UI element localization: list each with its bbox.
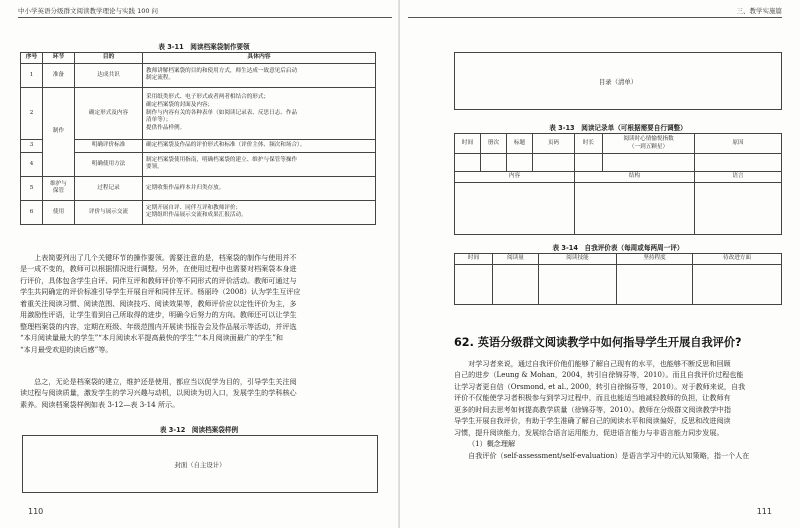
table-3-13 — [454, 133, 782, 235]
header-cell: 阅读量 — [493, 254, 539, 265]
table-row — [21, 87, 376, 139]
contents-label: 目录（清单） — [598, 78, 638, 86]
text-line: 着重关注阅读习惯、阅读范围、阅读技巧、阅读效果等，教师评价应以定性评价为主，多 — [20, 298, 297, 308]
content-line: 定期收集作品样本并归类存放。 — [146, 184, 225, 191]
table-header-row — [21, 53, 376, 64]
contents-list-box — [454, 52, 782, 110]
row-number: 4 — [21, 152, 43, 176]
table-subheader-row — [455, 172, 782, 183]
row-content — [143, 200, 376, 224]
mood-index-sub: （一到五颗星） — [628, 143, 669, 150]
text-line: 素养。阅读档案袋样例如表 3-12—表 3-14 所示。 — [20, 399, 180, 409]
content-line: 确定档案袋及作品的评价形式和标准（评价主体、频次和场合）。 — [146, 142, 306, 149]
text-line: 让学习者更自信（Orsmond, et al., 2000，转引自徐锦芬等，2010）。对于教师来说，自我 — [454, 381, 746, 391]
text-line: 导学生开展自我评价，有助于学生准确了解自己的阅读水平和阅读偏好，反思和改进阅读 — [454, 416, 731, 426]
text-line: 整理档案袋的内容，定期在班级、年级范围内开展读书报告会及作品展示等活动，并评选 — [20, 321, 297, 331]
header-cell: 阅读技能 — [539, 254, 617, 265]
table-3-14 — [454, 253, 782, 305]
content-line: 确定档案袋的封面及内容； — [146, 101, 214, 108]
table-row — [21, 200, 376, 224]
text-line: 自己的进步（Leung & Mohan，2004，转引自徐锦芬等，2010）。而且自我评价过程也能 — [454, 370, 744, 380]
header-cell: 环节 — [43, 53, 75, 64]
text-line: 更多的时间去思考如何提高教学质量（徐锦芬等，2010）。教师在分级群文阅读教学中指 — [454, 404, 731, 414]
header-cell: 时间 — [455, 134, 481, 154]
cover-design-box — [22, 435, 378, 493]
header-cell: 目的 — [75, 53, 143, 64]
text-line: 习惯，提升阅读能力，发展综合语言运用能力，促进语言能力与非语言能力同步发展。 — [454, 427, 724, 437]
text-line: 学生共同确定的评价标准引导学生开展自评和同伴互评。杨丽玲（2008）认为学生互评应 — [20, 287, 301, 297]
row-number: 3 — [21, 139, 43, 152]
row-purpose: 明确使用方法 — [75, 152, 143, 176]
row-number: 2 — [21, 87, 43, 139]
content-line: 教师讲解档案袋的目的和使用方式，师生达成一致意见后启动 — [146, 67, 298, 74]
row-purpose: 明确评价标准 — [75, 139, 143, 152]
section-body — [454, 358, 784, 461]
header-rule — [18, 17, 392, 18]
content-line: 提供作品样例。 — [146, 124, 186, 131]
right-page — [400, 0, 800, 528]
text-line: 用激励性评语，让学生看到自己所取得的进步，明确今后努力的方向。教师还可以让学生 — [20, 310, 297, 320]
text-line: “本月阅读量最大的学生”“本月阅读水平提高最快的学生”“本月阅读面最广的学生”和 — [20, 333, 283, 343]
table-row — [21, 139, 376, 152]
text-line: “本月最受欢迎的读后感”等。 — [20, 344, 113, 354]
table-row — [21, 63, 376, 87]
table-row — [21, 176, 376, 200]
header-cell: 时间 — [455, 254, 493, 265]
row-stage: 准备 — [43, 63, 75, 87]
running-head-right: 三、教学实施篇 — [736, 7, 782, 15]
text-line: 是一成不变的，教师可以根据情况进行调整。另外，在使用过程中也需要对档案袋本身进 — [20, 264, 297, 274]
row-content — [143, 139, 376, 152]
table-3-11-caption: 表 3-11 阅读档案袋制作要领 — [158, 43, 250, 51]
table-row — [455, 265, 782, 305]
subheader-cell: 结构 — [575, 172, 695, 183]
text-line: 读过程与阅读质量，激发学生的学习兴趣与动机，以阅读为切入口，发展学生的学科核心 — [20, 388, 297, 398]
row-purpose: 确定形式及内容 — [75, 87, 143, 139]
content-line: 制定档案袋使用指南，明确档案袋的建立、维护与保管等操作 — [146, 156, 298, 163]
header-cell: 序号 — [21, 53, 43, 64]
content-line: 采用纸类形式、电子形式或者两者相结合的形式； — [146, 94, 270, 101]
text-line: 评价不仅能使学习者积极参与到学习过程中，而且也能适当地减轻教师的负担，让教师有 — [454, 393, 731, 403]
header-cell: 页码 — [533, 134, 575, 154]
header-cell: 时长 — [575, 134, 603, 154]
content-line: 制作与内容有关的各种表单（如阅读记录表、反思日志、作品 — [146, 109, 298, 116]
table-row — [455, 154, 782, 172]
content-line: 定期开展自评、同伴互评和教师评价； — [146, 204, 242, 211]
body-paragraph-2 — [20, 376, 378, 410]
section-title: 62. 英语分级群文阅读教学中如何指导学生开展自我评价? — [454, 336, 742, 349]
text-line: 上表简要列出了几个关键环节的操作要领。需要注意的是，档案袋的制作与使用并不 — [20, 253, 297, 262]
header-cell: 原因 — [695, 134, 782, 154]
row-purpose: 评价与展示交流 — [75, 200, 143, 224]
page-number-right: 111 — [756, 507, 772, 516]
text-line: 自我评价（self-assessment/self-evaluation）是语言学习中的元认知策略，指一个人在 — [454, 450, 750, 460]
stage-line: 保管 — [52, 188, 65, 195]
stage-line: 维护与 — [50, 180, 67, 187]
table-header-row — [455, 134, 782, 154]
row-stage: 制作 — [43, 87, 75, 176]
header-cell — [603, 134, 695, 154]
table-3-12-caption: 表 3-12 阅读档案袋样例 — [159, 426, 239, 434]
row-purpose: 过程记录 — [75, 176, 143, 200]
table-row — [21, 152, 376, 176]
row-stage: 使用 — [43, 200, 75, 224]
table-3-13-caption: 表 3-13 阅读记录单（可根据需要自行调整） — [549, 124, 687, 132]
table-row — [455, 183, 782, 235]
table-3-14-caption: 表 3-14 自我评价表（每周或每两周一评） — [552, 244, 684, 252]
row-content — [143, 152, 376, 176]
subheader-cell: 语言 — [695, 172, 782, 183]
row-stage — [43, 176, 75, 200]
header-cell: 待改进方面 — [693, 254, 782, 265]
row-number: 5 — [21, 176, 43, 200]
row-content — [143, 87, 376, 139]
mood-index-label: 阅读时心情愉悦指数 — [623, 135, 674, 142]
row-purpose: 达成共识 — [75, 63, 143, 87]
cover-label: 封面（自主设计） — [174, 461, 226, 469]
table-header-row — [455, 254, 782, 265]
row-number: 6 — [21, 200, 43, 224]
header-cell: 册次 — [481, 134, 507, 154]
table-3-11 — [20, 52, 376, 225]
header-cell: 坚持程度 — [617, 254, 693, 265]
content-line: 定期组织作品展示交流和成果汇报活动。 — [146, 212, 247, 219]
subheading: （1）概念理解 — [468, 439, 516, 449]
body-paragraph-1 — [20, 252, 378, 355]
subheader-cell: 内容 — [455, 172, 575, 183]
page-number-left: 110 — [28, 507, 44, 516]
running-head-left: 中小学英语分级群文阅读教学理论与实践 100 问 — [18, 7, 159, 15]
row-content — [143, 63, 376, 87]
header-cell: 标题 — [507, 134, 533, 154]
row-content — [143, 176, 376, 200]
content-line: 清单等）； — [146, 117, 172, 124]
header-cell: 具体内容 — [143, 53, 376, 64]
text-line: 行评价，具体包含学生自评、同伴互评和教师评价等不同形式的评价活动。教师可通过与 — [20, 275, 297, 285]
row-number: 1 — [21, 63, 43, 87]
text-line: 对学习者来说，通过自我评价他们能够了解自己现有的水平，也能够不断反思和回顾 — [454, 359, 731, 368]
content-line: 制定流程。 — [146, 75, 174, 82]
text-line: 总之，无论是档案袋的建立，维护还是使用，都应当以促学为目的，引导学生关注阅 — [20, 377, 297, 386]
content-line: 要领。 — [146, 164, 163, 171]
header-rule — [408, 17, 782, 18]
